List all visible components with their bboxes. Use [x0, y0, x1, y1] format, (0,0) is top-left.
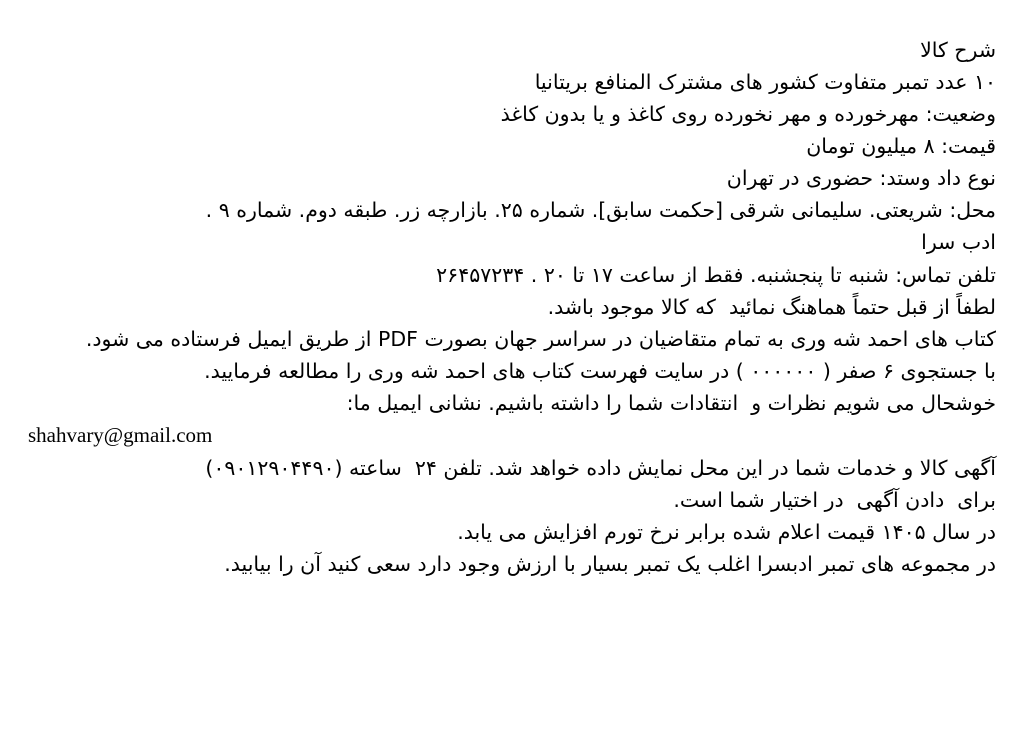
line-ad-offer-continued: برای دادن آگهی در اختیار شما است.: [673, 487, 996, 512]
document-body: [28, 34, 996, 580]
line-price: قیمت: ۸ میلیون تومان: [806, 134, 996, 159]
line-address: محل: شریعتی. سلیمانی شرقی [حکمت سابق]. شماره ۲۵. بازارچه زر. طبقه دوم. شماره ۹ .: [205, 198, 996, 223]
line-condition: وضعیت: مهرخورده و مهر نخورده روی کاغذ و یا بدون کاغذ: [500, 102, 996, 127]
line-title: شرح کالا: [920, 38, 996, 62]
line-price-inflation-note: در سال ۱۴۰۵ قیمت اعلام شده برابر نرخ تورم افزایش می یابد.: [457, 519, 996, 544]
line-feedback: خوشحال می شویم نظرات و انتقادات شما را داشته باشیم. نشانی ایمیل ما:: [346, 390, 996, 415]
line-item-description: ۱۰ عدد تمبر متفاوت کشور های مشترک المنافع بریتانیا: [534, 70, 996, 95]
line-shop-name: ادب سرا: [921, 230, 996, 255]
line-transaction-type: نوع داد وستد: حضوری در تهران: [726, 166, 996, 191]
line-books-pdf: کتاب های احمد شه وری به تمام متقاضیان در سراسر جهان بصورت PDF از طریق ایمیل فرستاده می شود.: [85, 326, 996, 351]
line-phone: تلفن تماس: شنبه تا پنجشنبه. فقط از ساعت ۱۷ تا ۲۰ . ۲۶۴۵۷۲۳۴: [436, 262, 996, 287]
line-collection-note: در مجموعه های تمبر ادبسرا اغلب یک تمبر بسیار با ارزش وجود دارد سعی کنید آن را بیابید.: [224, 552, 996, 577]
email-address[interactable]: shahvary@gmail.com: [28, 422, 213, 447]
line-search-tip: با جستجوی ۶ صفر ( ۰۰۰۰۰۰ ) در سایت فهرست کتاب های احمد شه وری را مطالعه فرمایید.: [204, 358, 996, 383]
line-coordination-note: لطفاً از قبل حتماً هماهنگ نمائید که کالا موجود باشد.: [547, 294, 996, 319]
line-ad-offer: آگهی کالا و خدمات شما در این محل نمایش داده خواهد شد. تلفن ۲۴ ساعته (۰۹۰۱۲۹۰۴۴۹۰): [205, 455, 996, 480]
